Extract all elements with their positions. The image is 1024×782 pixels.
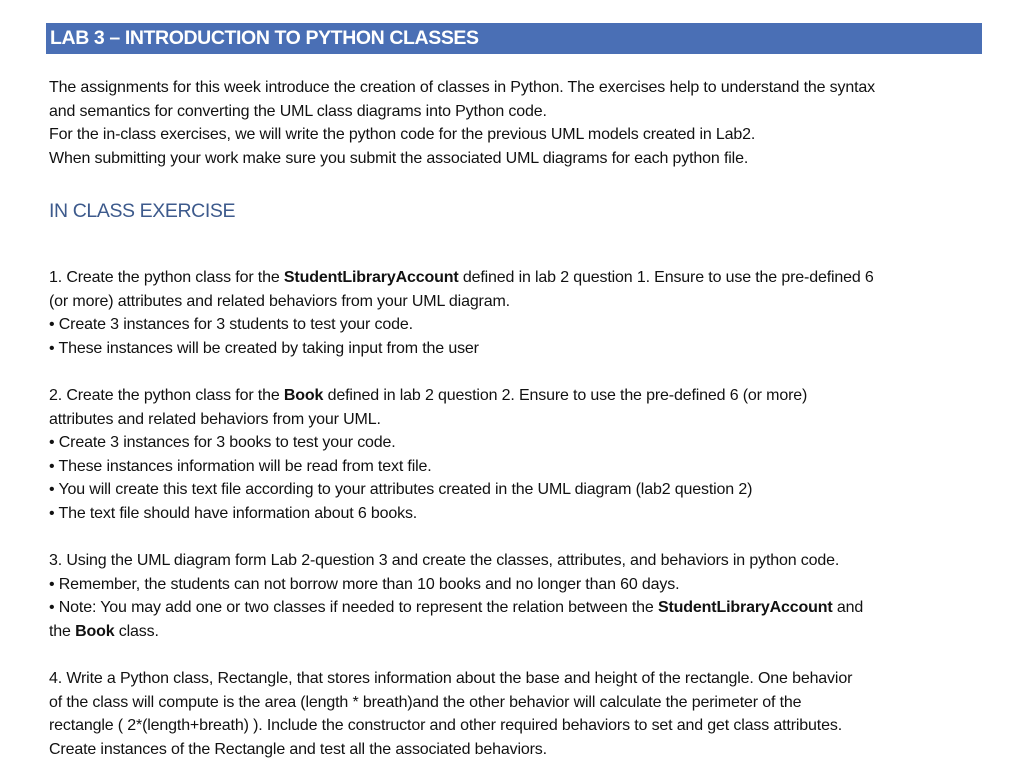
- lab-title-bar: [46, 23, 982, 54]
- exercise-4: [49, 667, 989, 761]
- intro-line: The assignments for this week introduce the creation of classes in Python. The exercises help to understand the syntax: [49, 79, 876, 96]
- bullet-item: • These instances will be created by taking input from the user: [49, 339, 479, 357]
- exercise-1-text: defined in lab 2 question 1. Ensure to use the pre-defined 6: [458, 269, 874, 286]
- class-name-bold: Book: [75, 622, 115, 640]
- exercise-1: [49, 266, 989, 360]
- bullet-item: • You will create this text file according to your attributes created in the UML diagram (lab2 question 2): [49, 481, 753, 498]
- exercise-1-line: [49, 266, 989, 290]
- section-heading: IN CLASS EXERCISE: [49, 200, 236, 222]
- exercise-2-text: 2. Create the python class for the: [49, 387, 284, 404]
- bullet-item: • The text file should have information about 6 books.: [49, 504, 418, 522]
- intro-line: When submitting your work make sure you submit the associated UML diagrams for each python file.: [49, 149, 749, 167]
- exercise-2-line: [49, 384, 989, 408]
- exercise-3-text: the: [49, 622, 76, 640]
- exercise-3: [49, 549, 989, 643]
- class-name-bold: StudentLibraryAccount: [283, 269, 459, 286]
- intro-paragraph: [49, 76, 989, 170]
- exercise-2: [49, 384, 989, 525]
- bullet-item: [49, 596, 989, 620]
- intro-line: For the in-class exercises, we will write the python code for the previous UML models created in Lab2.: [49, 126, 756, 143]
- exercise-1-text: 1. Create the python class for the: [49, 269, 284, 286]
- exercise-4-line: rectangle ( 2*(length+breath) ). Include the constructor and other required behaviors to set and get class attributes.: [49, 717, 842, 734]
- exercise-3-text: and: [832, 599, 864, 616]
- class-name-bold: StudentLibraryAccount: [657, 599, 833, 616]
- lab-title: LAB 3 – INTRODUCTION TO PYTHON CLASSES: [50, 27, 479, 49]
- bullet-item: • Create 3 instances for 3 books to test your code.: [49, 434, 396, 451]
- intro-line: and semantics for converting the UML class diagrams into Python code.: [49, 102, 547, 120]
- exercise-3-text: class.: [114, 622, 159, 640]
- exercise-3-line: [49, 620, 989, 644]
- exercise-4-line: of the class will compute is the area (length * breath)and the other behavior will calculate the perimeter of the: [49, 693, 802, 711]
- bullet-item: • Remember, the students can not borrow more than 10 books and no longer than 60 days.: [49, 575, 680, 593]
- class-name-bold: Book: [283, 387, 324, 404]
- exercise-2-line: attributes and related behaviors from your UML.: [49, 410, 381, 428]
- bullet-item: • Create 3 instances for 3 students to test your code.: [49, 316, 413, 333]
- exercise-3-line: 3. Using the UML diagram form Lab 2-question 3 and create the classes, attributes, and behaviors in python code.: [49, 552, 840, 569]
- exercise-4-line: Create instances of the Rectangle and test all the associated behaviors.: [49, 740, 547, 758]
- bullet-item: • These instances information will be read from text file.: [49, 457, 432, 475]
- exercise-2-text: defined in lab 2 question 2. Ensure to use the pre-defined 6 (or more): [323, 387, 808, 404]
- exercise-3-text: • Note: You may add one or two classes if needed to represent the relation between the: [49, 599, 658, 616]
- exercise-4-line: 4. Write a Python class, Rectangle, that stores information about the base and height of the rectangle. One behavior: [49, 670, 853, 687]
- exercise-1-line: (or more) attributes and related behaviors from your UML diagram.: [49, 292, 510, 310]
